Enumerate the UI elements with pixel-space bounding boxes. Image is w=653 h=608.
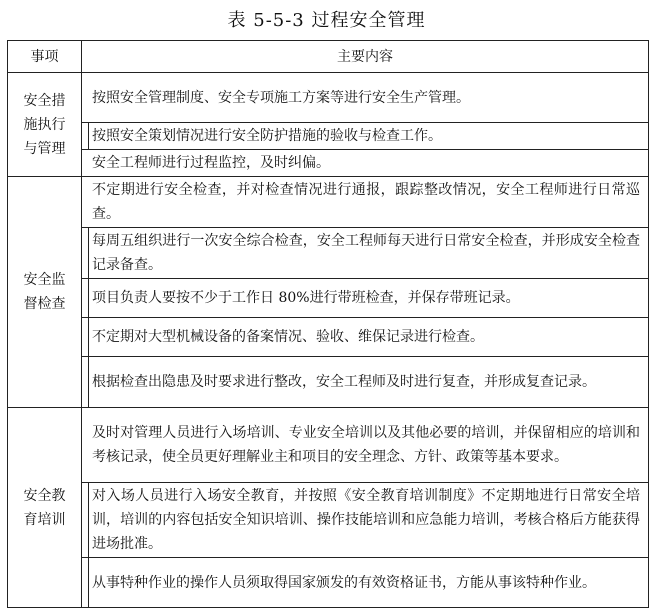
table-row xyxy=(8,123,649,150)
table-title: 表 5-5-3 过程安全管理 xyxy=(227,10,426,31)
content-cell: 每周五组织进行一次安全综合检查，安全工程师每天进行日常安全检查，并形成安全检查记录备查。 xyxy=(82,228,649,279)
process-safety-table xyxy=(7,40,649,608)
table-row xyxy=(8,558,649,608)
content-cell: 根据检查出隐患及时要求进行整改，安全工程师及时进行复查，并形成复查记录。 xyxy=(82,357,649,408)
content-cell: 按照安全策划情况进行安全防护措施的验收与检查工作。 xyxy=(82,123,649,150)
category-cell: 安全措施执行与管理 xyxy=(8,73,82,177)
table-row xyxy=(8,228,649,279)
content-cell: 不定期进行安全检查，并对检查情况进行通报，跟踪整改情况，安全工程师进行日常巡查。 xyxy=(82,177,649,228)
content-cell: 从事特种作业的操作人员须取得国家颁发的有效资格证书，方能从事该特种作业。 xyxy=(82,558,649,608)
header-content: 主要内容 xyxy=(82,41,649,73)
header-row xyxy=(8,41,649,73)
table-row xyxy=(8,408,649,483)
header-item: 事项 xyxy=(8,41,82,73)
content-cell: 项目负责人要按不少于工作日 80%进行带班检查，并保存带班记录。 xyxy=(82,279,649,318)
table-row xyxy=(8,483,649,558)
content-cell: 不定期对大型机械设备的备案情况、验收、维保记录进行检查。 xyxy=(82,318,649,357)
content-cell: 按照安全管理制度、安全专项施工方案等进行安全生产管理。 xyxy=(82,73,649,123)
table-row xyxy=(8,177,649,228)
table-row xyxy=(8,357,649,408)
category-cell: 安全教育培训 xyxy=(8,408,82,608)
table-row xyxy=(8,150,649,177)
content-cell: 及时对管理人员进行入场培训、专业安全培训以及其他必要的培训，并保留相应的培训和考核记录，使全员更好理解业主和项目的安全理念、方针、政策等基本要求。 xyxy=(82,408,649,483)
category-cell: 安全监督检查 xyxy=(8,177,82,408)
table-row xyxy=(8,279,649,318)
table-row xyxy=(8,318,649,357)
content-cell: 安全工程师进行过程监控，及时纠偏。 xyxy=(82,150,649,177)
content-cell: 对入场人员进行入场安全教育，并按照《安全教育培训制度》不定期地进行日常安全培训，培训的内容包括安全知识培训、操作技能培训和应急能力培训，考核合格后方能获得进场批准。 xyxy=(82,483,649,558)
table-row xyxy=(8,73,649,123)
